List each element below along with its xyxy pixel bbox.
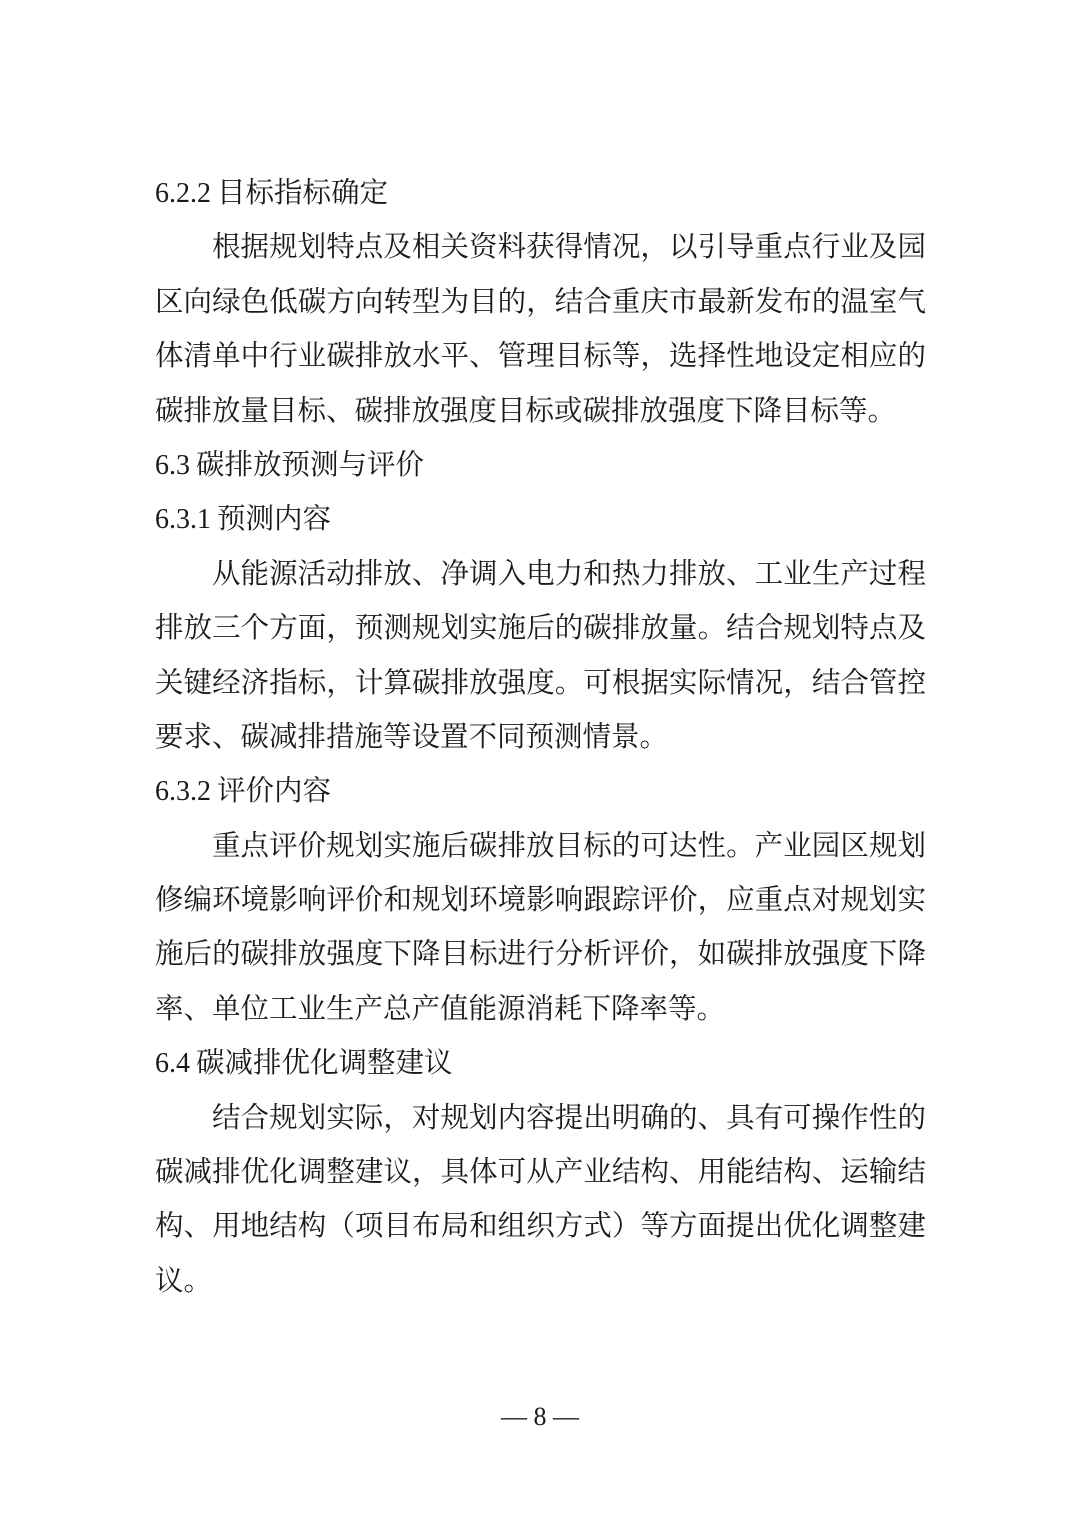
document-body [155,166,926,1308]
paragraph-line: 碳减排优化调整建议，具体可从产业结构、用能结构、运输结 [155,1155,926,1189]
paragraph [155,547,926,765]
section-number: 6.3.1 [155,504,211,536]
paragraph-line: 结合规划实际，对规划内容提出明确的、具有可操作性的 [212,1100,926,1134]
section-title: 预测内容 [217,502,332,536]
paragraph [155,1091,926,1309]
section-number: 6.2.2 [155,178,211,209]
paragraph [155,819,926,1037]
section-title: 碳排放预测与评价 [196,447,425,481]
paragraph-line: 排放三个方面，预测规划实施后的碳排放量。结合规划特点及 [155,611,926,645]
section-number: 6.4 [155,1048,190,1080]
paragraph-line: 碳排放量目标、碳排放强度目标或碳排放强度下降目标等。 [155,393,897,427]
paragraph [155,220,926,438]
paragraph-line: 施后的碳排放强度下降目标进行分析评价，如碳排放强度下降 [155,937,926,971]
section-number: 6.3.2 [155,776,211,808]
paragraph-line: 议。 [155,1263,213,1297]
paragraph-line: 体清单中行业碳排放水平、管理目标等，选择性地设定相应的 [155,339,926,373]
section-heading [155,492,926,546]
paragraph-line: 区向绿色低碳方向转型为目的，结合重庆市最新发布的温室气 [155,284,926,318]
section-heading [155,1036,926,1090]
paragraph-line: 构、用地结构（项目布局和组织方式）等方面提出优化调整建 [155,1209,926,1243]
paragraph-line: 率、单位工业生产总产值能源消耗下降率等。 [155,991,726,1025]
paragraph-line: 重点评价规划实施后碳排放目标的可达性。产业园区规划 [212,828,926,862]
page-number: — 8 — [501,1402,579,1431]
paragraph-line: 要求、碳减排措施等设置不同预测情景。 [155,719,669,753]
section-heading [155,166,926,220]
paragraph-line: 从能源活动排放、净调入电力和热力排放、工业生产过程 [212,556,926,590]
section-title: 评价内容 [217,774,332,808]
section-title: 目标指标确定 [217,176,389,209]
section-title: 碳减排优化调整建议 [196,1046,453,1080]
paragraph-line: 根据规划特点及相关资料获得情况，以引导重点行业及园 [212,230,926,264]
paragraph-line: 关键经济指标，计算碳排放强度。可根据实际情况，结合管控 [155,665,926,699]
section-heading [155,438,926,492]
paragraph-line: 修编环境影响评价和规划环境影响跟踪评价，应重点对规划实 [155,883,926,917]
section-heading [155,764,926,818]
section-number: 6.3 [155,449,190,481]
